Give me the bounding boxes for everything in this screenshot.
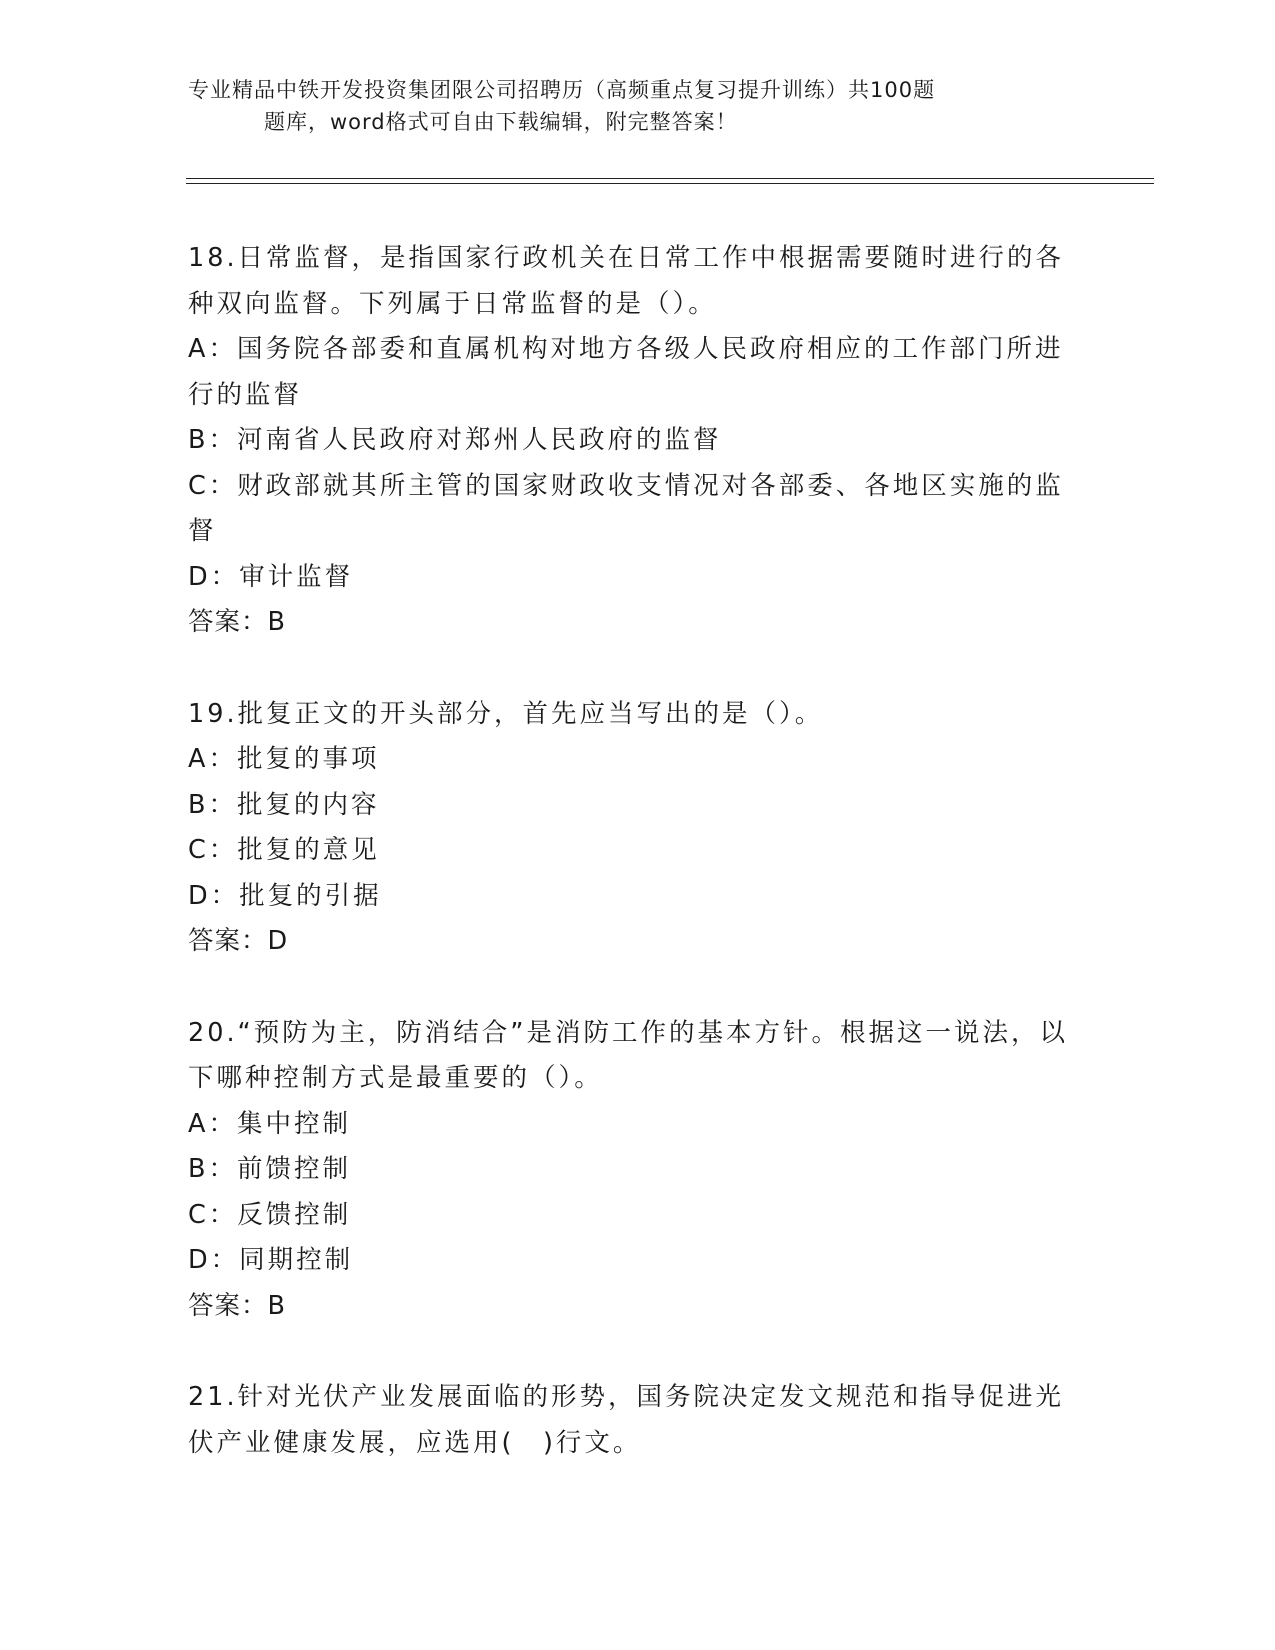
question-21 — [188, 1375, 1068, 1466]
document-header — [188, 74, 1058, 138]
header-divider-bottom — [186, 183, 1154, 184]
option-c: C：批复的意见 — [188, 835, 380, 865]
question-18 — [188, 236, 1068, 646]
question-stem: 18.日常监督，是指国家行政机关在日常工作中根据需要随时进行的各种双向监督。下列属于日常监督的是（）。 — [188, 243, 1065, 319]
question-stem: 21.针对光伏产业发展面临的形势，国务院决定发文规范和指导促进光伏产业健康发展，应选用( )行文。 — [188, 1382, 1065, 1458]
answer-label: 答案：D — [188, 926, 289, 956]
option-c: C：财政部就其所主管的国家财政收支情况对各部委、各地区实施的监督 — [188, 470, 1064, 546]
option-b: B：前馈控制 — [188, 1154, 351, 1184]
option-c: C：反馈控制 — [188, 1199, 352, 1230]
option-a: A：集中控制 — [188, 1108, 351, 1139]
question-20 — [188, 1011, 1068, 1330]
header-title-line1: 专业精品中铁开发投资集团限公司招聘历（高频重点复习提升训练）共100题 — [188, 78, 936, 102]
option-a: A：批复的事项 — [188, 744, 380, 774]
header-title-line2: 题库，word格式可自由下载编辑，附完整答案！ — [264, 110, 738, 134]
answer-label: 答案：B — [188, 1290, 286, 1321]
question-stem: 20.“预防为主，防消结合”是消防工作的基本方针。根据这一说法，以下哪种控制方式是最重要的（）。 — [188, 1017, 1068, 1093]
question-list — [188, 236, 1068, 1512]
option-d: D：批复的引据 — [188, 880, 382, 911]
option-b: B：河南省人民政府对郑州人民政府的监督 — [188, 425, 722, 455]
option-a: A：国务院各部委和直属机构对地方各级人民政府相应的工作部门所进行的监督 — [188, 334, 1064, 410]
answer-label: 答案：B — [188, 607, 286, 637]
option-b: B：批复的内容 — [188, 789, 380, 820]
question-19 — [188, 692, 1068, 965]
option-d: D：同期控制 — [188, 1245, 354, 1275]
header-divider-top — [186, 178, 1154, 179]
option-d: D：审计监督 — [188, 561, 354, 592]
question-stem: 19.批复正文的开头部分，首先应当写出的是（）。 — [188, 698, 824, 729]
